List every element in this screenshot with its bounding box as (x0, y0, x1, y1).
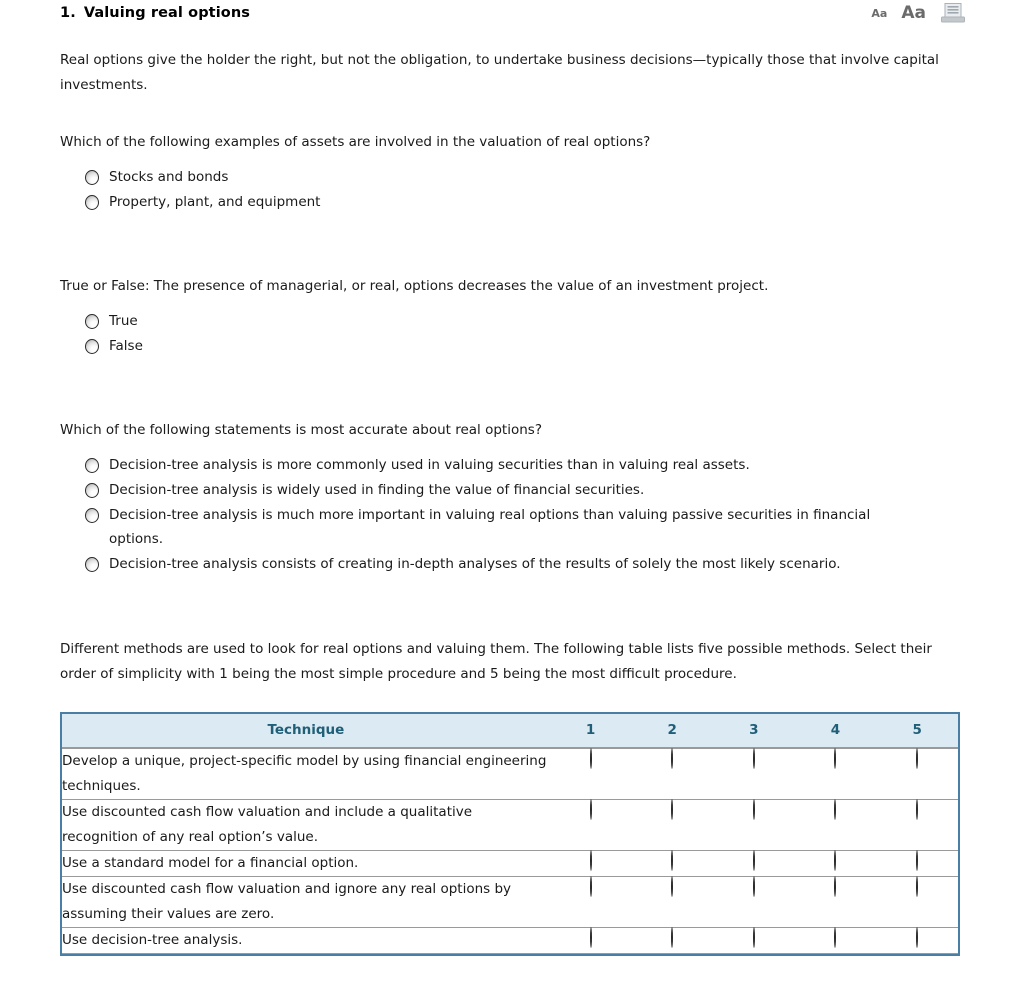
radio-button-icon[interactable] (916, 748, 918, 769)
radio-button-icon[interactable] (85, 458, 99, 473)
radio-button-icon[interactable] (834, 850, 836, 871)
radio-button-icon[interactable] (671, 748, 673, 769)
rank-cell-3[interactable] (713, 851, 795, 877)
table-header-row (62, 714, 958, 748)
table-row (62, 928, 958, 954)
radio-option[interactable] (85, 334, 143, 358)
technique-ranking-table (60, 712, 960, 956)
rank-cell-4[interactable] (795, 928, 877, 954)
column-header-4: 4 (795, 714, 877, 748)
radio-button-icon[interactable] (916, 850, 918, 871)
radio-button-icon[interactable] (671, 799, 673, 820)
rank-cell-3[interactable] (713, 877, 795, 928)
rank-cell-4[interactable] (795, 748, 877, 800)
radio-button-icon[interactable] (671, 927, 673, 948)
question-3-options (85, 453, 965, 577)
decrease-font-size-button[interactable]: Aa (871, 6, 888, 20)
radio-button-icon[interactable] (671, 876, 673, 897)
question-1-prompt: Which of the following examples of assets are involved in the valuation of real options? (60, 134, 651, 150)
radio-option[interactable] (85, 453, 965, 477)
technique-label: Use discounted cash flow valuation and include a qualitative recognition of any real option’s value. (62, 800, 550, 851)
radio-button-icon[interactable] (834, 876, 836, 897)
radio-button-icon[interactable] (590, 927, 592, 948)
rank-cell-2[interactable] (631, 748, 713, 800)
rank-cell-5[interactable] (876, 928, 958, 954)
radio-button-icon[interactable] (671, 850, 673, 871)
technique-label: Use a standard model for a financial option. (62, 851, 550, 877)
radio-button-icon[interactable] (590, 748, 592, 769)
radio-button-icon[interactable] (85, 508, 99, 523)
column-header-1: 1 (550, 714, 632, 748)
table-row (62, 748, 958, 800)
radio-button-icon[interactable] (834, 748, 836, 769)
rank-cell-3[interactable] (713, 928, 795, 954)
question-title: Valuing real options (83, 5, 250, 21)
column-header-technique: Technique (62, 714, 550, 748)
radio-button-icon[interactable] (753, 850, 755, 871)
radio-option[interactable] (85, 165, 320, 189)
rank-cell-1[interactable] (550, 800, 632, 851)
question-2-prompt: True or False: The presence of managerial, or real, options decreases the value of an investment project. (60, 278, 769, 294)
rank-cell-4[interactable] (795, 851, 877, 877)
radio-option[interactable] (85, 190, 320, 214)
radio-button-icon[interactable] (85, 314, 99, 329)
radio-button-icon[interactable] (753, 927, 755, 948)
rank-cell-4[interactable] (795, 877, 877, 928)
option-label: Decision-tree analysis is much more important in valuing real options than valuing passive securities in financial options. (109, 507, 871, 547)
radio-button-icon[interactable] (916, 799, 918, 820)
radio-button-icon[interactable] (85, 170, 99, 185)
radio-button-icon[interactable] (85, 483, 99, 498)
radio-button-icon[interactable] (85, 339, 99, 354)
rank-cell-5[interactable] (876, 851, 958, 877)
radio-button-icon[interactable] (753, 799, 755, 820)
rank-cell-1[interactable] (550, 877, 632, 928)
option-label: Stocks and bonds (109, 169, 229, 185)
radio-option[interactable] (85, 309, 143, 333)
increase-font-size-button[interactable]: Aa (901, 2, 926, 23)
rank-cell-2[interactable] (631, 928, 713, 954)
technique-label: Use decision-tree analysis. (62, 928, 550, 954)
intro-paragraph: Real options give the holder the right, but not the obligation, to undertake business decisions—typically those that involve capital investments. (60, 52, 939, 93)
page-title (60, 5, 250, 21)
radio-option[interactable] (85, 478, 965, 502)
option-label: Property, plant, and equipment (109, 194, 321, 210)
table-intro-paragraph: Different methods are used to look for real options and valuing them. The following table lists five possible methods. Select their order of simplicity with 1 being the most simple procedure and 5 being the most difficult procedure. (60, 641, 932, 682)
radio-button-icon[interactable] (834, 927, 836, 948)
radio-button-icon[interactable] (85, 195, 99, 210)
column-header-5: 5 (876, 714, 958, 748)
question-number: 1. (60, 5, 76, 21)
rank-cell-4[interactable] (795, 800, 877, 851)
technique-label: Use discounted cash flow valuation and ignore any real options by assuming their values are zero. (62, 877, 550, 928)
rank-cell-5[interactable] (876, 877, 958, 928)
table-row (62, 877, 958, 928)
table-row (62, 851, 958, 877)
option-label: False (109, 338, 143, 354)
column-header-2: 2 (631, 714, 713, 748)
rank-cell-5[interactable] (876, 748, 958, 800)
rank-cell-1[interactable] (550, 928, 632, 954)
option-label: True (109, 313, 138, 329)
radio-button-icon[interactable] (85, 557, 99, 572)
option-label: Decision-tree analysis is widely used in finding the value of financial securities. (109, 482, 645, 498)
question-2-options (85, 309, 143, 359)
radio-button-icon[interactable] (590, 850, 592, 871)
rank-cell-3[interactable] (713, 748, 795, 800)
radio-button-icon[interactable] (753, 748, 755, 769)
radio-button-icon[interactable] (916, 927, 918, 948)
toolbar (871, 2, 966, 24)
question-3-prompt: Which of the following statements is most accurate about real options? (60, 422, 542, 438)
rank-cell-5[interactable] (876, 800, 958, 851)
rank-cell-2[interactable] (631, 877, 713, 928)
radio-button-icon[interactable] (753, 876, 755, 897)
question-1-options (85, 165, 320, 215)
rank-cell-1[interactable] (550, 851, 632, 877)
option-label: Decision-tree analysis is more commonly used in valuing securities than in valuing real assets. (109, 457, 750, 473)
technique-label: Develop a unique, project-specific model by using financial engineering techniques. (62, 748, 550, 800)
rank-cell-3[interactable] (713, 800, 795, 851)
radio-button-icon[interactable] (834, 799, 836, 820)
rank-cell-2[interactable] (631, 851, 713, 877)
print-icon[interactable] (940, 2, 966, 24)
radio-option[interactable] (85, 552, 965, 576)
radio-button-icon[interactable] (590, 799, 592, 820)
radio-button-icon[interactable] (916, 876, 918, 897)
rank-cell-1[interactable] (550, 748, 632, 800)
column-header-3: 3 (713, 714, 795, 748)
table-row (62, 800, 958, 851)
radio-button-icon[interactable] (590, 876, 592, 897)
rank-cell-2[interactable] (631, 800, 713, 851)
radio-option[interactable] (85, 503, 965, 551)
option-label: Decision-tree analysis consists of creating in-depth analyses of the results of solely the most likely scenario. (109, 556, 841, 572)
